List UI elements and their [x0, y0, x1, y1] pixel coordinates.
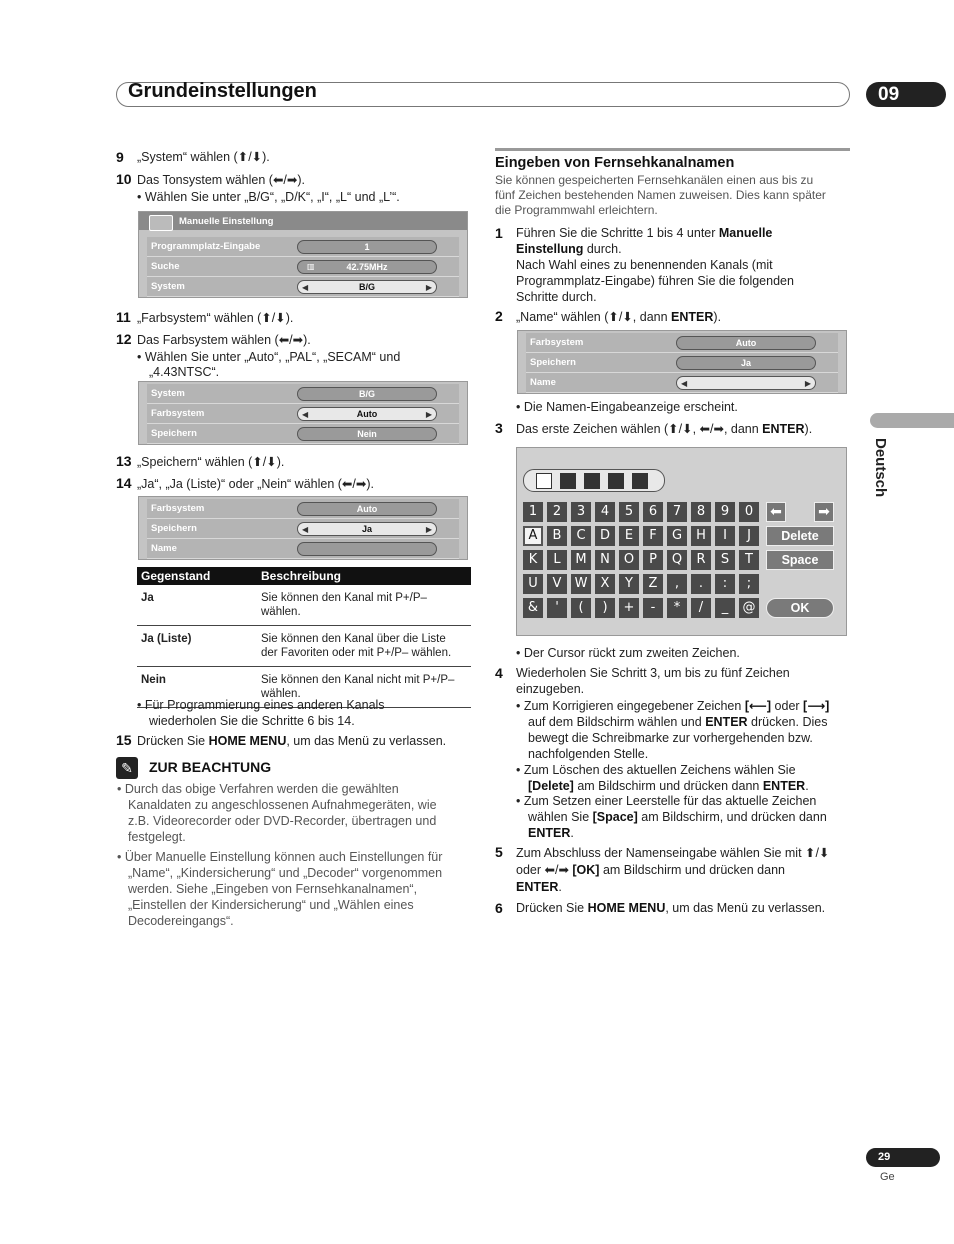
keyboard-key[interactable]: E: [619, 526, 639, 546]
keyboard-key[interactable]: Q: [667, 550, 687, 570]
bullet-text: • Für Programmierung eines anderen Kanals: [137, 698, 385, 712]
osd-value: Ja: [676, 356, 816, 370]
language-label: Deutsch: [872, 438, 889, 498]
note-item: • Über Manuelle Einstellung können auch Einstellungen für „Name“, „Kindersicherung“ und „Decoder“ vorgenommen werden. Siehe „Eingeben von Fernsehkanalnamen“, „Einstellen der Kindersicherung“ und „Wählen eines Decodereingangs“.: [117, 850, 443, 928]
keyboard-key[interactable]: 0: [739, 502, 759, 522]
page-lang-code: Ge: [880, 1171, 895, 1183]
osd-value: [297, 542, 437, 556]
osd-row[interactable]: [526, 373, 838, 393]
osd-color-system: [138, 381, 468, 445]
step-number: 10: [116, 171, 132, 187]
osd-row[interactable]: [526, 353, 838, 373]
keyboard-key[interactable]: *: [667, 598, 687, 618]
triangle-right-icon: ▶: [425, 410, 432, 419]
triangle-left-icon: ◀: [302, 410, 309, 419]
osd-row-label: Name: [151, 543, 177, 554]
bullet-text: • Zum Korrigieren eingegebener Zeichen [⟵] oder [⟶] auf dem Bildschirm wählen und ENTER drücken. Dies bewegt die Schreibmarke zur vorhergehenden bzw. nachfolgenden Stelle.: [516, 699, 830, 761]
keyboard-key[interactable]: P: [643, 550, 663, 570]
keyboard-key[interactable]: 4: [595, 502, 615, 522]
keyboard-key[interactable]: Z: [643, 574, 663, 594]
step-text: Das erste Zeichen wählen (⬆/⬇, ⬅/➡, dann ENTER).: [516, 422, 813, 436]
table-cell: Sie können den Kanal mit P+/P– wählen.: [257, 585, 471, 626]
keyboard-key[interactable]: N: [595, 550, 615, 570]
keyboard-key[interactable]: _: [715, 598, 735, 618]
step-text: Das Farbsystem wählen (⬅/➡).: [137, 333, 311, 347]
osd-row-label: System: [151, 281, 185, 292]
keyboard-key[interactable]: A: [523, 526, 543, 546]
chapter-badge: 09: [866, 82, 946, 107]
osd-row[interactable]: [147, 404, 459, 424]
triangle-right-icon: ▶: [425, 283, 432, 292]
table-row: [137, 585, 471, 626]
page-number: 29: [866, 1148, 940, 1167]
step-text: Das Tonsystem wählen (⬅/➡).: [137, 173, 305, 187]
osd-row-label: Suche: [151, 261, 180, 272]
step-text: „System“ wählen (⬆/⬇).: [137, 150, 270, 164]
step-text: Drücken Sie HOME MENU, um das Menü zu verlassen.: [137, 734, 447, 748]
osd-row-label: Speichern: [530, 357, 576, 368]
osd-row-label: Programmplatz-Eingabe: [151, 241, 261, 252]
keyboard-key[interactable]: .: [691, 574, 711, 594]
osd-value: ◀ Ja ▶: [297, 522, 437, 536]
keyboard-key[interactable]: H: [691, 526, 711, 546]
osd-value: 1: [297, 240, 437, 254]
page-title: Grundeinstellungen: [128, 80, 317, 102]
keyboard-key[interactable]: T: [739, 550, 759, 570]
step-number: 13: [116, 453, 132, 469]
keyboard-key[interactable]: (: [571, 598, 591, 618]
keyboard-key[interactable]: F: [643, 526, 663, 546]
keyboard-key[interactable]: O: [619, 550, 639, 570]
keyboard-key[interactable]: 5: [619, 502, 639, 522]
osd-value: ◀ Auto ▶: [297, 407, 437, 421]
keyboard-key[interactable]: &: [523, 598, 543, 618]
triangle-right-icon: ▶: [425, 525, 432, 534]
bullet-text: • Wählen Sie unter „B/G“, „D/K“, „I“, „L“ und „L’“.: [137, 190, 400, 204]
keyboard-key[interactable]: M: [571, 550, 591, 570]
osd-manual-setup: [138, 211, 468, 298]
keyboard-key[interactable]: 6: [643, 502, 663, 522]
keyboard-key[interactable]: 7: [667, 502, 687, 522]
bullet-text: • Zum Setzen einer Leerstelle für das aktuelle Zeichen wählen Sie [Space] am Bildschirm, und drücken dann ENTER.: [516, 794, 827, 840]
keyboard-key[interactable]: B: [547, 526, 567, 546]
keyboard-key[interactable]: S: [715, 550, 735, 570]
keyboard-key[interactable]: ,: [667, 574, 687, 594]
step-text: Führen Sie die Schritte 1 bis 4 unter Manuelle Einstellung durch. Nach Wahl eines zu benennenden Kanals (mit Programmplatz-Eingabe) führen Sie die folgenden Schritte durch.: [516, 226, 794, 304]
keyboard-key[interactable]: ;: [739, 574, 759, 594]
keyboard-key[interactable]: K: [523, 550, 543, 570]
osd-value: Nein: [297, 427, 437, 441]
osd-row-label: System: [151, 388, 185, 399]
step-text: Drücken Sie HOME MENU, um das Menü zu verlassen.: [516, 901, 826, 915]
note-item: • Durch das obige Verfahren werden die gewählten Kanaldaten zu angeschlossenen Aufnahmegeräten, wie z.B. Videorecorder oder DVD-Recorder, übertragen und festgelegt.: [117, 782, 437, 844]
keyboard-key[interactable]: :: [715, 574, 735, 594]
delete-key[interactable]: Delete: [766, 526, 834, 546]
step-text: „Farbsystem“ wählen (⬆/⬇).: [137, 311, 294, 325]
keyboard-key[interactable]: Y: [619, 574, 639, 594]
keyboard-key[interactable]: 2: [547, 502, 567, 522]
char-slot: [584, 473, 600, 489]
keyboard-key[interactable]: I: [715, 526, 735, 546]
section-intro: Sie können gespeicherten Fernsehkanälen einen aus bis zu fünf Zeichen bestehenden Namen zuweisen. Dies kann später die Programmwahl erleichtern.: [495, 173, 826, 217]
keyboard-key[interactable]: X: [595, 574, 615, 594]
char-slot: [608, 473, 624, 489]
step-number: 9: [116, 149, 124, 165]
keyboard-key[interactable]: G: [667, 526, 687, 546]
char-slot: [560, 473, 576, 489]
space-key[interactable]: Space: [766, 550, 834, 570]
osd-row-label: Speichern: [151, 428, 197, 439]
triangle-left-icon: ◀: [681, 379, 688, 388]
osd-save: [138, 496, 468, 560]
step-number: 2: [495, 308, 503, 324]
osd-value: ◀ B/G ▶: [297, 280, 437, 294]
step-text: „Ja“, „Ja (Liste)“ oder „Nein“ wählen (⬅/➡).: [137, 477, 374, 491]
osd-row-label: Name: [530, 377, 556, 388]
arrow-right-icon[interactable]: ➡: [814, 502, 834, 522]
keyboard-key[interactable]: U: [523, 574, 543, 594]
keyboard-key[interactable]: C: [571, 526, 591, 546]
note-title: ZUR BEACHTUNG: [149, 759, 272, 775]
osd-row[interactable]: [147, 499, 459, 519]
options-table: [137, 567, 471, 708]
bullet-text: wiederholen Sie die Schritte 6 bis 14.: [149, 714, 355, 728]
osd-row-label: Farbsystem: [151, 408, 205, 419]
column-header: Gegenstand: [137, 567, 257, 585]
table-cell: Sie können den Kanal über die Liste der Favoriten oder mit P+/P– wählen.: [257, 626, 471, 667]
arrow-left-icon[interactable]: ⬅: [766, 502, 786, 522]
step-text: „Name“ wählen (⬆/⬇, dann ENTER).: [516, 310, 722, 324]
step-number: 15: [116, 732, 132, 748]
keyboard-key[interactable]: J: [739, 526, 759, 546]
keyboard-key[interactable]: /: [691, 598, 711, 618]
step-text: „Speichern“ wählen (⬆/⬇).: [137, 455, 285, 469]
osd-row[interactable]: [147, 237, 459, 257]
keyboard-key[interactable]: 3: [571, 502, 591, 522]
table-cell: Ja: [137, 585, 257, 626]
tv-icon: [149, 215, 173, 231]
osd-value: ▥ 42.75MHz: [297, 260, 437, 274]
char-slot: [632, 473, 648, 489]
step-number: 3: [495, 420, 503, 436]
step-number: 14: [116, 475, 132, 491]
keyboard-key[interactable]: +: [619, 598, 639, 618]
osd-row[interactable]: [147, 384, 459, 404]
step-number: 11: [116, 309, 131, 325]
keyboard-key[interactable]: 8: [691, 502, 711, 522]
bullet-text: • Zum Löschen des aktuellen Zeichens wählen Sie [Delete] am Bildschirm und drücken dann ENTER.: [516, 763, 809, 793]
triangle-left-icon: ◀: [302, 525, 309, 534]
osd-row-label: Speichern: [151, 523, 197, 534]
step-text: Zum Abschluss der Namenseingabe wählen Sie mit ⬆/⬇ oder ⬅/➡ [OK] am Bildschirm und drücken dann ENTER.: [516, 846, 830, 894]
keyboard-key[interactable]: W: [571, 574, 591, 594]
step-text: Wiederholen Sie Schritt 3, um bis zu fünf Zeichen einzugeben.: [516, 666, 790, 696]
keyboard-key[interactable]: L: [547, 550, 567, 570]
osd-row[interactable]: [147, 257, 459, 277]
osd-value: B/G: [297, 387, 437, 401]
table-cell: Ja (Liste): [137, 626, 257, 667]
osd-row[interactable]: [147, 277, 459, 297]
keyboard-key[interactable]: @: [739, 598, 759, 618]
keyboard-key[interactable]: 1: [523, 502, 543, 522]
osd-value: Auto: [676, 336, 816, 350]
language-tab: [870, 413, 954, 428]
bullet-text: „4.43NTSC“.: [149, 365, 220, 379]
section-rule: [495, 148, 850, 151]
char-slot-active: [536, 473, 552, 489]
keyboard-key[interactable]: R: [691, 550, 711, 570]
osd-name-select: [517, 330, 847, 394]
table-cell: Nein: [137, 667, 257, 708]
keyboard-key[interactable]: -: [643, 598, 663, 618]
keyboard-key[interactable]: ': [547, 598, 567, 618]
osd-title: Manuelle Einstellung: [179, 216, 274, 227]
osd-value: Auto: [297, 502, 437, 516]
osd-row[interactable]: [147, 539, 459, 559]
step-number: 12: [116, 331, 132, 347]
triangle-right-icon: ▶: [804, 379, 811, 388]
osd-value: [676, 376, 816, 390]
osd-row-label: Farbsystem: [151, 503, 205, 514]
keyboard-key[interactable]: D: [595, 526, 615, 546]
keyboard-key[interactable]: ): [595, 598, 615, 618]
keyboard-key[interactable]: 9: [715, 502, 735, 522]
step-number: 6: [495, 900, 503, 916]
step-number: 1: [495, 225, 503, 241]
triangle-left-icon: ◀: [302, 283, 309, 292]
osd-row-label: Farbsystem: [530, 337, 584, 348]
step-number: 5: [495, 844, 503, 860]
name-entry-keyboard: [516, 447, 847, 636]
ok-key[interactable]: OK: [766, 598, 834, 618]
section-heading: Eingeben von Fernsehkanalnamen: [495, 155, 735, 171]
bullet-text: • Die Namen-Eingabeanzeige erscheint.: [516, 400, 738, 414]
osd-row[interactable]: [526, 333, 838, 353]
signal-icon: ▥: [307, 262, 315, 271]
osd-row[interactable]: [147, 424, 459, 444]
bullet-text: • Wählen Sie unter „Auto“, „PAL“, „SECAM“ und: [137, 350, 401, 364]
step-number: 4: [495, 665, 503, 681]
keyboard-key[interactable]: V: [547, 574, 567, 594]
table-header: [137, 567, 471, 585]
osd-row[interactable]: [147, 519, 459, 539]
pencil-icon: ✎: [116, 757, 138, 779]
column-header: Beschreibung: [257, 567, 471, 585]
table-row: [137, 626, 471, 667]
table-cell: Sie können den Kanal nicht mit P+/P– wählen.: [257, 667, 471, 708]
bullet-text: • Der Cursor rückt zum zweiten Zeichen.: [516, 646, 740, 660]
